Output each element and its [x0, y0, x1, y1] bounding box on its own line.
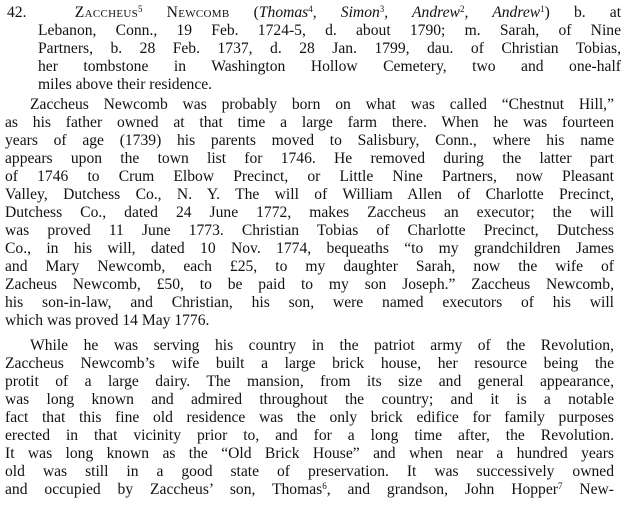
entry-name-sup: 5 [138, 4, 143, 14]
lineage-ancestor: Andrew [412, 4, 460, 21]
header-line: miles above their residence. [38, 76, 213, 93]
p1-line: Zacheus Newcomb, £50, to be paid to my son Joseph.” Zaccheus Newcomb, [5, 276, 614, 293]
p1-line: appears upon the town list for 1746. He removed during the latter part [5, 150, 614, 167]
entry-header-tail: b. at [573, 4, 622, 21]
lineage-ancestor: Thomas [258, 4, 309, 21]
lineage-separator: , [384, 4, 413, 21]
entry-lineage [259, 4, 545, 21]
p1-line: and Mary Newcomb, each £25, to my daughter Sarah, now the wife of [5, 258, 614, 275]
p2-line: While he was serving his country in the patriot army of the Revolution, [30, 337, 614, 354]
last-line-text-a: and occupied by Zaccheus’ son, Thomas [5, 481, 323, 498]
last-line-sup-b: 7 [557, 481, 563, 491]
p1-line: Co., in his will, dated 10 Nov. 1774, bequeaths “to my grandchildren James [5, 240, 614, 257]
p1-line: his son-in-law, and Christian, his son, were named executors of his will [5, 294, 614, 311]
p2-line: erected in that vicinity prior to, and for a long time after, the Revolution. [5, 427, 614, 444]
p1-line: was proved 11 June 1773. Christian Tobias of Charlotte Precinct, Dutchess [5, 222, 614, 239]
entry-number: 42. [7, 4, 27, 21]
entry-surname: Newcomb [166, 4, 230, 21]
lineage-separator: , [312, 4, 341, 21]
lineage-generation: 3 [379, 4, 385, 14]
last-line-sup-a: 6 [322, 481, 327, 491]
p2-line: fact that this fine old residence was the only brick edifice for family purposes [5, 409, 614, 426]
p1-line: Dutchess Co., dated 24 June 1772, makes Zaccheus an executor; the will [5, 204, 614, 221]
last-line-text-c: New- [562, 481, 614, 498]
lineage-generation: 4 [308, 4, 313, 14]
header-line: her tombstone in Washington Hollow Cemetery, two and one-half [38, 58, 621, 75]
p2-line: It was long known as the “Old Brick House” and when near a hundred years [5, 445, 614, 462]
p1-line: years of age (1739) his parents moved to Salisbury, Conn., where his name [5, 132, 614, 149]
p1-line: which was proved 14 May 1776. [5, 312, 210, 329]
lineage-ancestor: Simon [340, 4, 380, 21]
p1-line: Zaccheus Newcomb was probably born on what was called “Chestnut Hill,” [30, 96, 614, 113]
p2-line: old was still in a good state of preservation. It was successively owned [5, 463, 614, 480]
p1-line: Valley, Dutchess Co., N. Y. The will of William Allen of Charlotte Precinct, [5, 186, 614, 203]
lineage-generation: 1 [540, 4, 545, 14]
lineage-ancestor: Andrew [492, 4, 541, 21]
paragraph-2-last-line [5, 481, 614, 499]
p2-line: protit of a large dairy. The mansion, from its size and general appearance, [5, 373, 614, 390]
p2-line: was long known and admired throughout the country; and it is a notable [5, 391, 614, 408]
entry-name: Zaccheus [74, 4, 139, 21]
p1-line: as his father owned at that time a large farm there. When he was fourteen [5, 114, 614, 131]
last-line-text-b: , and grandson, John Hopper [326, 481, 558, 498]
header-line: Partners, b. 28 Feb. 1737, d. 28 Jan. 1799, dau. of Christian Tobias, [38, 40, 621, 57]
lineage-generation: 2 [459, 4, 465, 14]
p1-line: of 1746 to Crum Elbow Precinct, or Little Nine Partners, now Pleasant [5, 168, 614, 185]
p2-line: Zaccheus Newcomb’s wife built a large brick house, her resource being the [5, 355, 614, 372]
lineage-separator: , [464, 4, 493, 21]
entry-header-line-1: 42. Zaccheus$^5$ Newcomb (Thomas$^4$, Simon$^3$, Andrew$^2$, Andrew$^1$) b. at [7, 4, 622, 21]
header-line: Lebanon, Conn., 19 Feb. 1724-5, d. about 1790; m. Sarah, of Nine [38, 22, 621, 39]
